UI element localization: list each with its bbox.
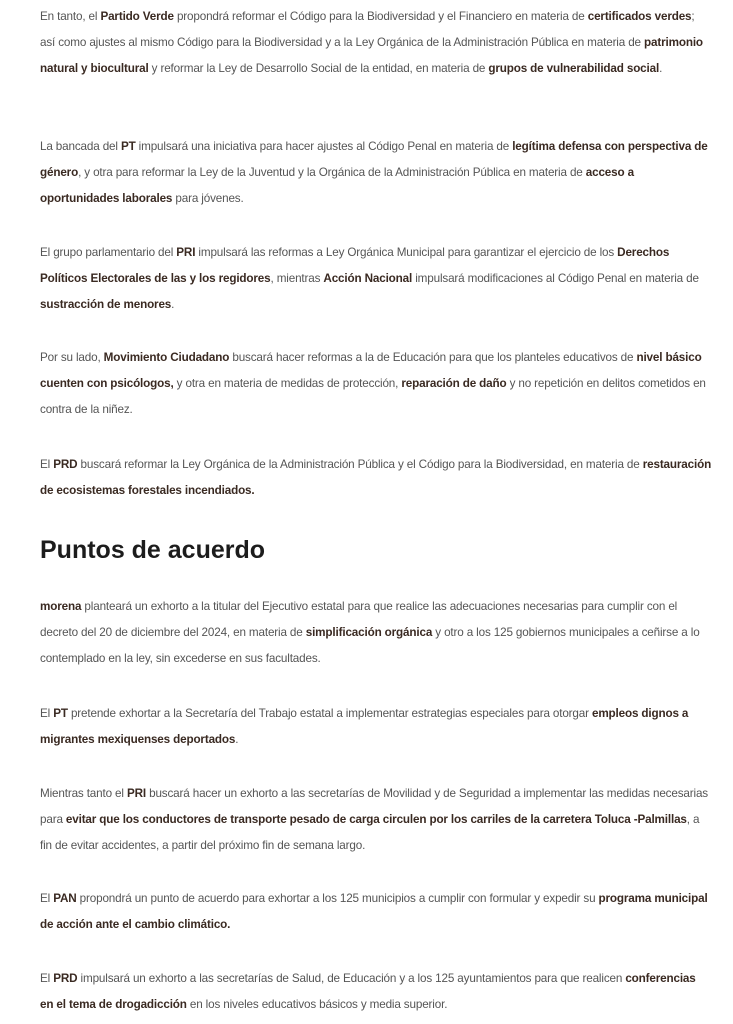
- paragraph-pan-exhorto: [40, 886, 712, 938]
- bold-text: Movimiento Ciudadano: [103, 351, 230, 364]
- paragraph-pri-accion-nacional: [40, 240, 712, 317]
- bold-text: PRD: [53, 458, 78, 471]
- text-run: y reformar la Ley de Desarrollo Social de la entidad, en materia de: [148, 61, 489, 75]
- text-run: buscará hacer un exhorto a las secretarías de Movilidad y de Seguridad a implementar las medidas necesarias para: [40, 787, 708, 826]
- text-run: y no repetición en delitos cometidos en contra de la niñez.: [40, 376, 706, 416]
- bold-text: PT: [120, 140, 136, 153]
- text-run: Por su lado,: [40, 351, 104, 364]
- text-run: impulsará las reformas a Ley Orgánica Municipal para garantizar el ejercicio de los: [195, 246, 618, 259]
- text-run: impulsará un exhorto a las secretarías de Salud, de Educación y a los 125 ayuntamientos para que realicen: [77, 972, 626, 985]
- bold-text: reparación de daño: [401, 376, 507, 390]
- text-run: buscará reformar la Ley Orgánica de la Administración Pública y el Código para la Biodiversidad, en materia de: [77, 458, 643, 471]
- text-run: .: [235, 732, 239, 746]
- bold-text: Partido Verde: [100, 10, 174, 23]
- bold-text: morena: [40, 600, 82, 613]
- bold-text: Derechos Políticos Electorales de las y los regidores: [40, 246, 670, 285]
- bold-text: restauración de ecosistemas forestales incendiados.: [40, 458, 712, 497]
- text-run: buscará hacer reformas a la de Educación para que los planteles educativos de: [229, 351, 637, 364]
- text-run: , mientras: [270, 271, 324, 285]
- text-run: y otra en materia de medidas de protección,: [173, 376, 402, 390]
- bold-text: evitar que los conductores de transporte pesado de carga circulen por los carriles de la carretera Toluca -Palmillas: [65, 812, 687, 826]
- bold-text: PT: [53, 707, 68, 720]
- text-run: , y otra para reformar la Ley de la Juventud y la Orgánica de la Administración Pública en materia de: [78, 165, 586, 179]
- paragraph-movimiento-ciudadano: [40, 345, 712, 422]
- bold-text: programa municipal de acción ante el cambio climático.: [40, 892, 708, 931]
- text-run: en los niveles educativos básicos y media superior.: [186, 997, 448, 1011]
- bold-text: patrimonio natural y biocultural: [40, 35, 703, 75]
- text-run: y otro a los 125 gobiernos municipales a ceñirse a lo contemplado en la ley, sin excederse en sus facultades.: [40, 625, 700, 665]
- text-run: para jóvenes.: [172, 191, 244, 205]
- text-run: planteará un exhorto a la titular del Ejecutivo estatal para que realice las adecuaciones necesarias para cumplir con el decreto del 20 de diciembre del 2024, en materia de: [40, 600, 678, 639]
- bold-text: empleos dignos a migrantes mexiquenses deportados: [40, 707, 689, 746]
- bold-text: PAN: [53, 892, 77, 905]
- text-run: .: [171, 297, 175, 311]
- text-run: , a fin de evitar accidentes, a partir del próximo fin de semana largo.: [40, 812, 700, 852]
- paragraph-pt-iniciativa: [40, 134, 712, 211]
- text-run: impulsará modificaciones al Código Penal en materia de: [412, 271, 699, 285]
- bold-text: PRI: [176, 246, 196, 259]
- bold-text: legítima defensa con perspectiva de género: [40, 140, 708, 179]
- text-run: .: [659, 61, 663, 75]
- text-run: El grupo parlamentario del: [40, 246, 177, 259]
- text-run: El: [40, 972, 54, 985]
- text-run: propondrá un punto de acuerdo para exhortar a los 125 municipios a cumplir con formular y expedir su: [76, 892, 599, 905]
- bold-text: certificados verdes: [587, 10, 692, 23]
- bold-text: sustracción de menores: [40, 297, 172, 311]
- bold-text: nivel básico cuenten con psicólogos,: [40, 351, 702, 390]
- bold-text: grupos de vulnerabilidad social: [488, 61, 660, 75]
- text-run: En tanto, el: [40, 10, 101, 23]
- text-run: El: [40, 707, 54, 720]
- paragraph-morena-exhorto: [40, 594, 712, 671]
- text-run: La bancada del: [40, 140, 121, 153]
- paragraph-prd-iniciativa: [40, 452, 712, 504]
- bold-text: acceso a oportunidades laborales: [40, 165, 634, 205]
- text-run: El: [40, 892, 54, 905]
- text-run: impulsará una iniciativa para hacer ajustes al Código Penal en materia de: [135, 140, 513, 153]
- bold-text: PRD: [53, 972, 78, 985]
- bold-text: simplificación orgánica: [305, 625, 433, 639]
- paragraph-pri-exhorto: [40, 781, 712, 858]
- paragraph-prd-exhorto: [40, 966, 712, 1018]
- paragraph-partido-verde: [40, 4, 712, 81]
- text-run: El: [40, 458, 54, 471]
- text-run: propondrá reformar el Código para la Biodiversidad y el Financiero en materia de: [173, 10, 588, 23]
- section-heading: Puntos de acuerdo: [40, 536, 266, 564]
- text-run: Mientras tanto el: [40, 787, 127, 800]
- bold-text: conferencias en el tema de drogadicción: [40, 972, 696, 1011]
- bold-text: Acción Nacional: [323, 271, 413, 285]
- text-run: pretende exhortar a la Secretaría del Trabajo estatal a implementar estrategias especiales para otorgar: [67, 707, 592, 720]
- paragraph-pt-exhorto: [40, 701, 712, 753]
- text-run: ; así como ajustes al mismo Código para la Biodiversidad y a la Ley Orgánica de la Administración Pública en materia de: [40, 10, 695, 49]
- bold-text: PRI: [126, 787, 146, 800]
